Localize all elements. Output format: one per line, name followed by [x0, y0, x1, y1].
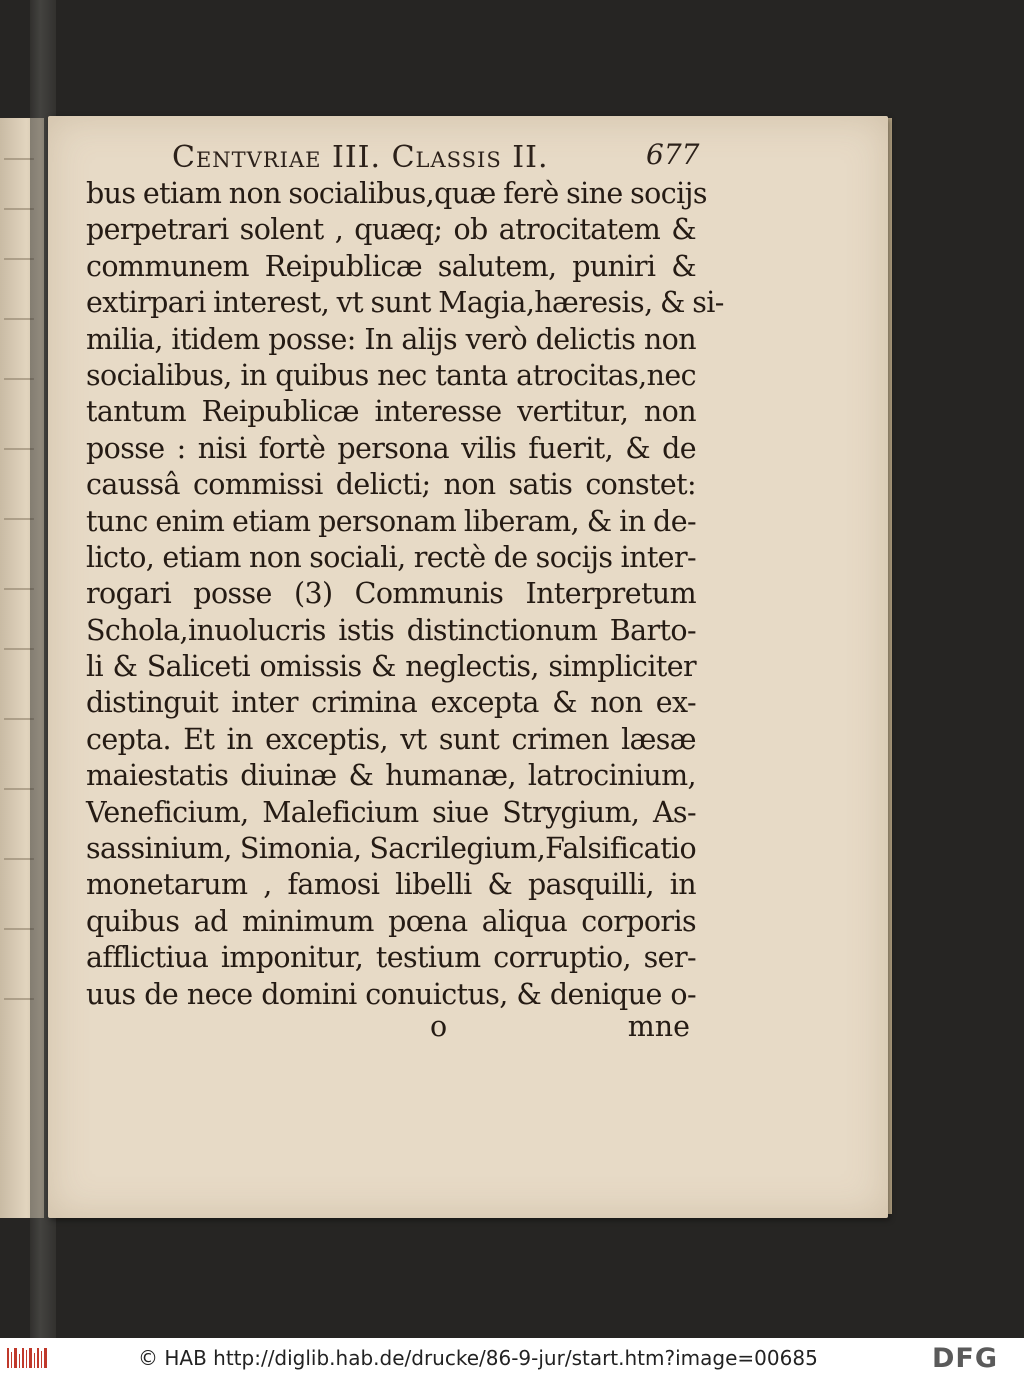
text-line: milia, itidem posse: In alijs verò delictis non: [86, 322, 696, 356]
text-line: monetarum , famosi libelli & pasquilli, in: [86, 868, 696, 902]
signature-mark: o: [430, 1010, 448, 1043]
copyright-url: © HAB http://diglib.hab.de/drucke/86-9-jur/start.htm?image=00685: [138, 1346, 818, 1370]
running-title: Centvriae III. Classis II.: [172, 140, 549, 175]
text-line: Schola,inuolucris istis distinctionum Barto-: [86, 613, 696, 647]
text-line: rogari posse (3) Communis Interpretum: [86, 577, 696, 611]
text-line: tantum Reipublicæ interesse vertitur, non: [86, 395, 696, 429]
footer-bar: [0, 1338, 1024, 1378]
text-line: tunc enim etiam personam liberam, & in de-: [86, 504, 696, 538]
text-line: distinguit inter crimina excepta & non ex-: [86, 686, 696, 720]
text-line: licto, etiam non sociali, rectè de socijs inter-: [86, 540, 696, 574]
text-line: afflictiua imponitur, testium corruptio, ser-: [86, 941, 696, 975]
body-text: [86, 176, 724, 1013]
text-line: li & Saliceti omissis & neglectis, simpliciter: [86, 650, 696, 684]
barcode-icon: [6, 1346, 50, 1370]
text-line: caussâ commissi delicti; non satis constet:: [86, 468, 696, 502]
text-line: perpetrari solent , quæq; ob atrocitatem &: [86, 213, 696, 247]
text-line: sassinium, Simonia, Sacrilegium,Falsificatio: [86, 832, 696, 866]
page-number: 677: [646, 138, 700, 171]
text-line: cepta. Et in exceptis, vt sunt crimen læsæ: [86, 722, 696, 756]
text-line: extirpari interest, vt sunt Magia,hæresis, & si-: [86, 286, 724, 320]
text-line: Veneficium, Maleficium siue Strygium, As-: [86, 795, 696, 829]
catchword: mne: [627, 1010, 690, 1043]
text-line: posse : nisi fortè persona vilis fuerit, & de: [86, 431, 696, 465]
text-line: socialibus, in quibus nec tanta atrocitas,nec: [86, 358, 696, 392]
text-line: communem Reipublicæ salutem, puniri &: [86, 249, 696, 283]
page-footer-line: [86, 1010, 696, 1044]
running-head: [172, 136, 700, 180]
text-line: maiestatis diuinæ & humanæ, latrocinium,: [86, 759, 696, 793]
text-line: bus etiam non socialibus,quæ ferè sine socijs: [86, 177, 707, 210]
dfg-logo: DFG: [932, 1343, 999, 1374]
text-line: quibus ad minimum pœna aliqua corporis: [86, 904, 696, 938]
text-line: uus de nece domini conuictus, & denique o-: [86, 977, 696, 1011]
